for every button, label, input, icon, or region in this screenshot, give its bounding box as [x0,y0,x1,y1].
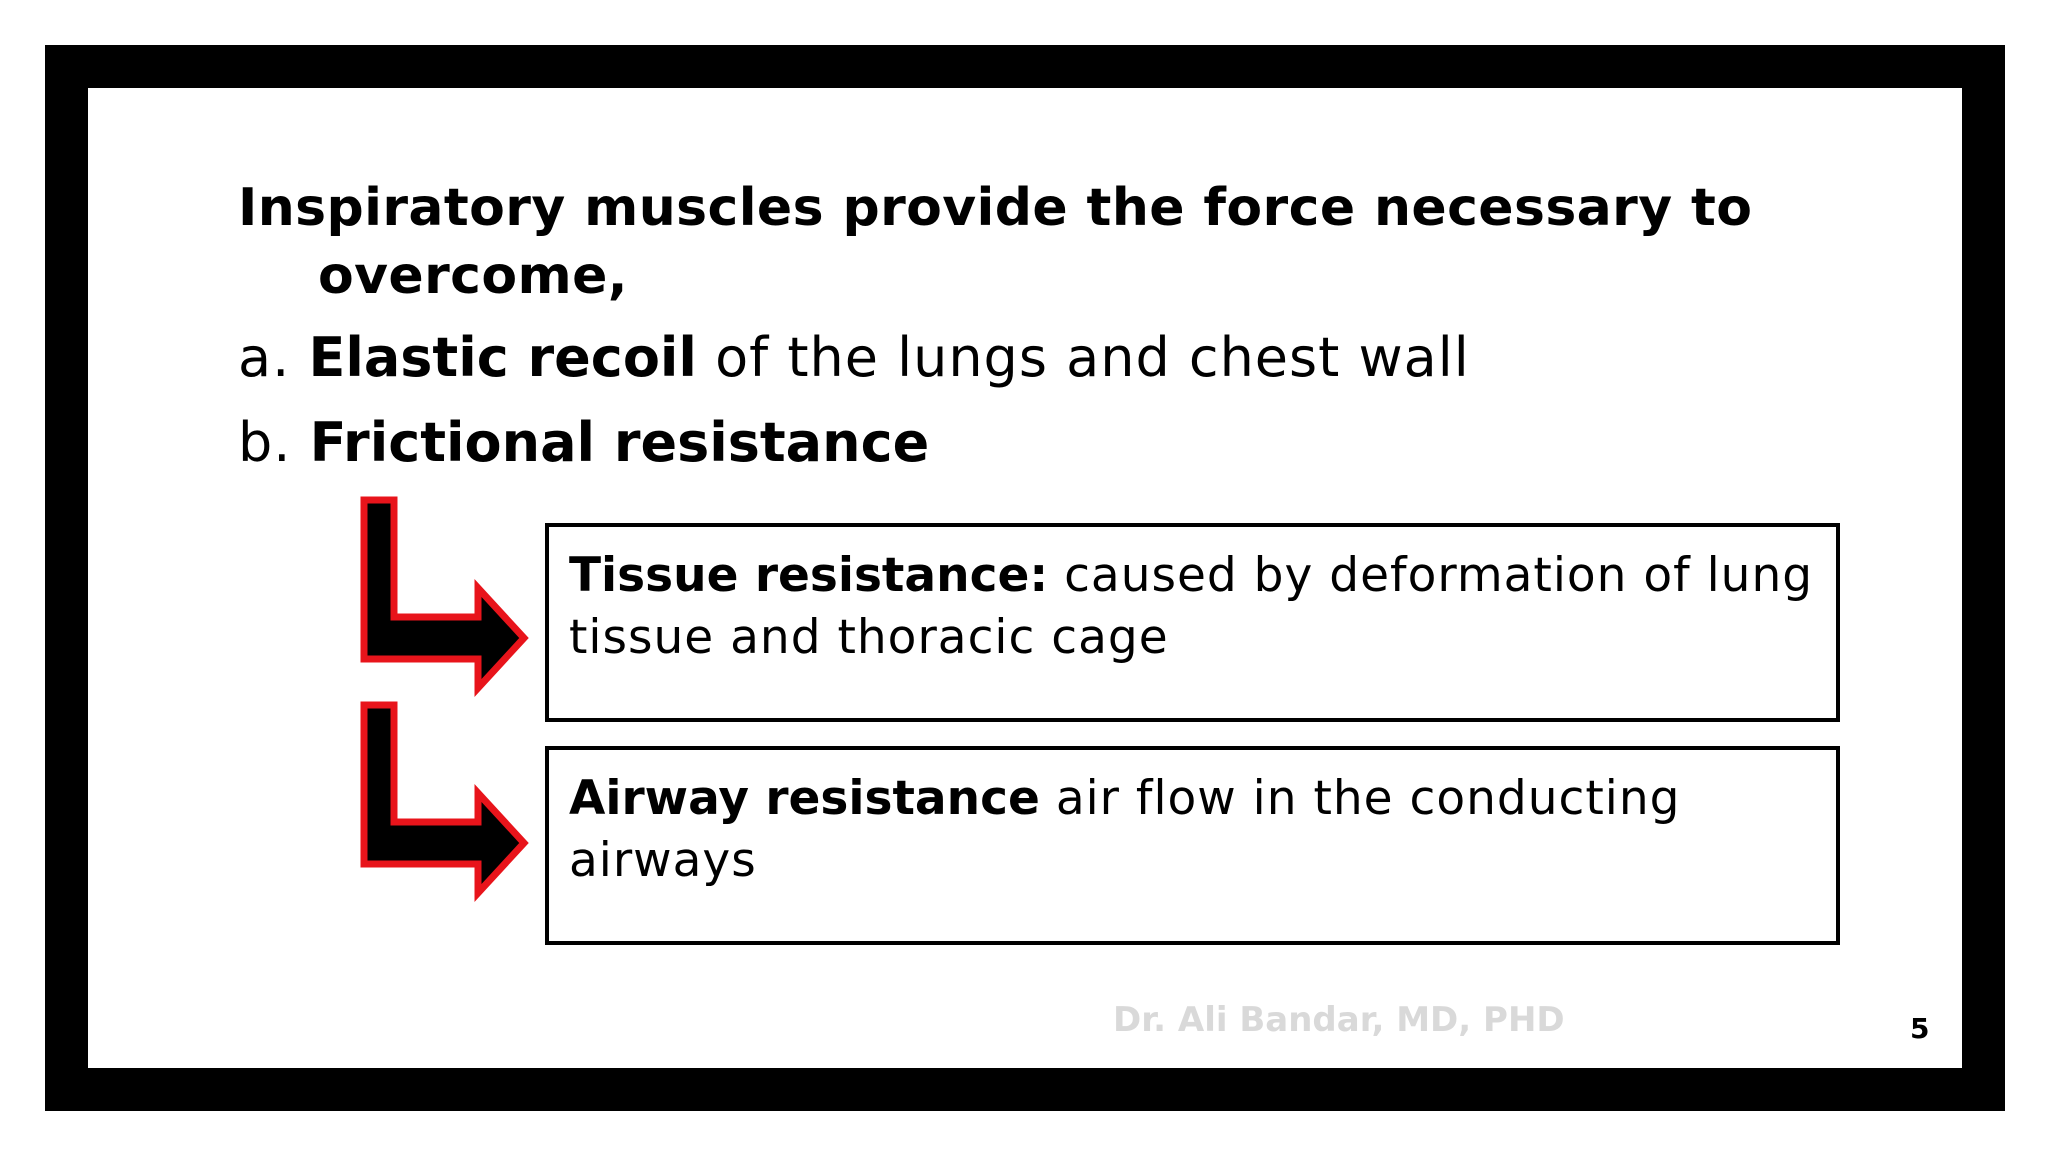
list-item-frictional-resistance [238,408,929,478]
item-bold-term: Elastic recoil [308,326,697,389]
elbow-arrow-right-icon [352,490,532,700]
author-footer: Dr. Ali Bandar, MD, PHD [1113,1000,1565,1040]
item-marker: b. [238,411,292,474]
box-bold-term: Airway resistance [569,771,1040,826]
item-marker: a. [238,326,291,389]
airway-resistance-box [545,746,1840,945]
tissue-resistance-box [545,523,1840,722]
box-description: caused by deformation of lung tissue and thoracic cage [569,548,1814,665]
list-item-elastic-recoil [238,323,1470,393]
item-description: of the lungs and chest wall [715,326,1470,389]
elbow-arrow-right-icon [352,695,532,905]
slide-heading: Inspiratory muscles provide the force necessary to overcome, [238,178,1753,306]
box-description: air flow in the conducting airways [569,771,1681,888]
slide-canvas [88,88,1962,1068]
page-number: 5 [1910,1012,1930,1045]
box-bold-term: Tissue resistance: [569,548,1049,603]
item-bold-term: Frictional resistance [309,411,930,474]
